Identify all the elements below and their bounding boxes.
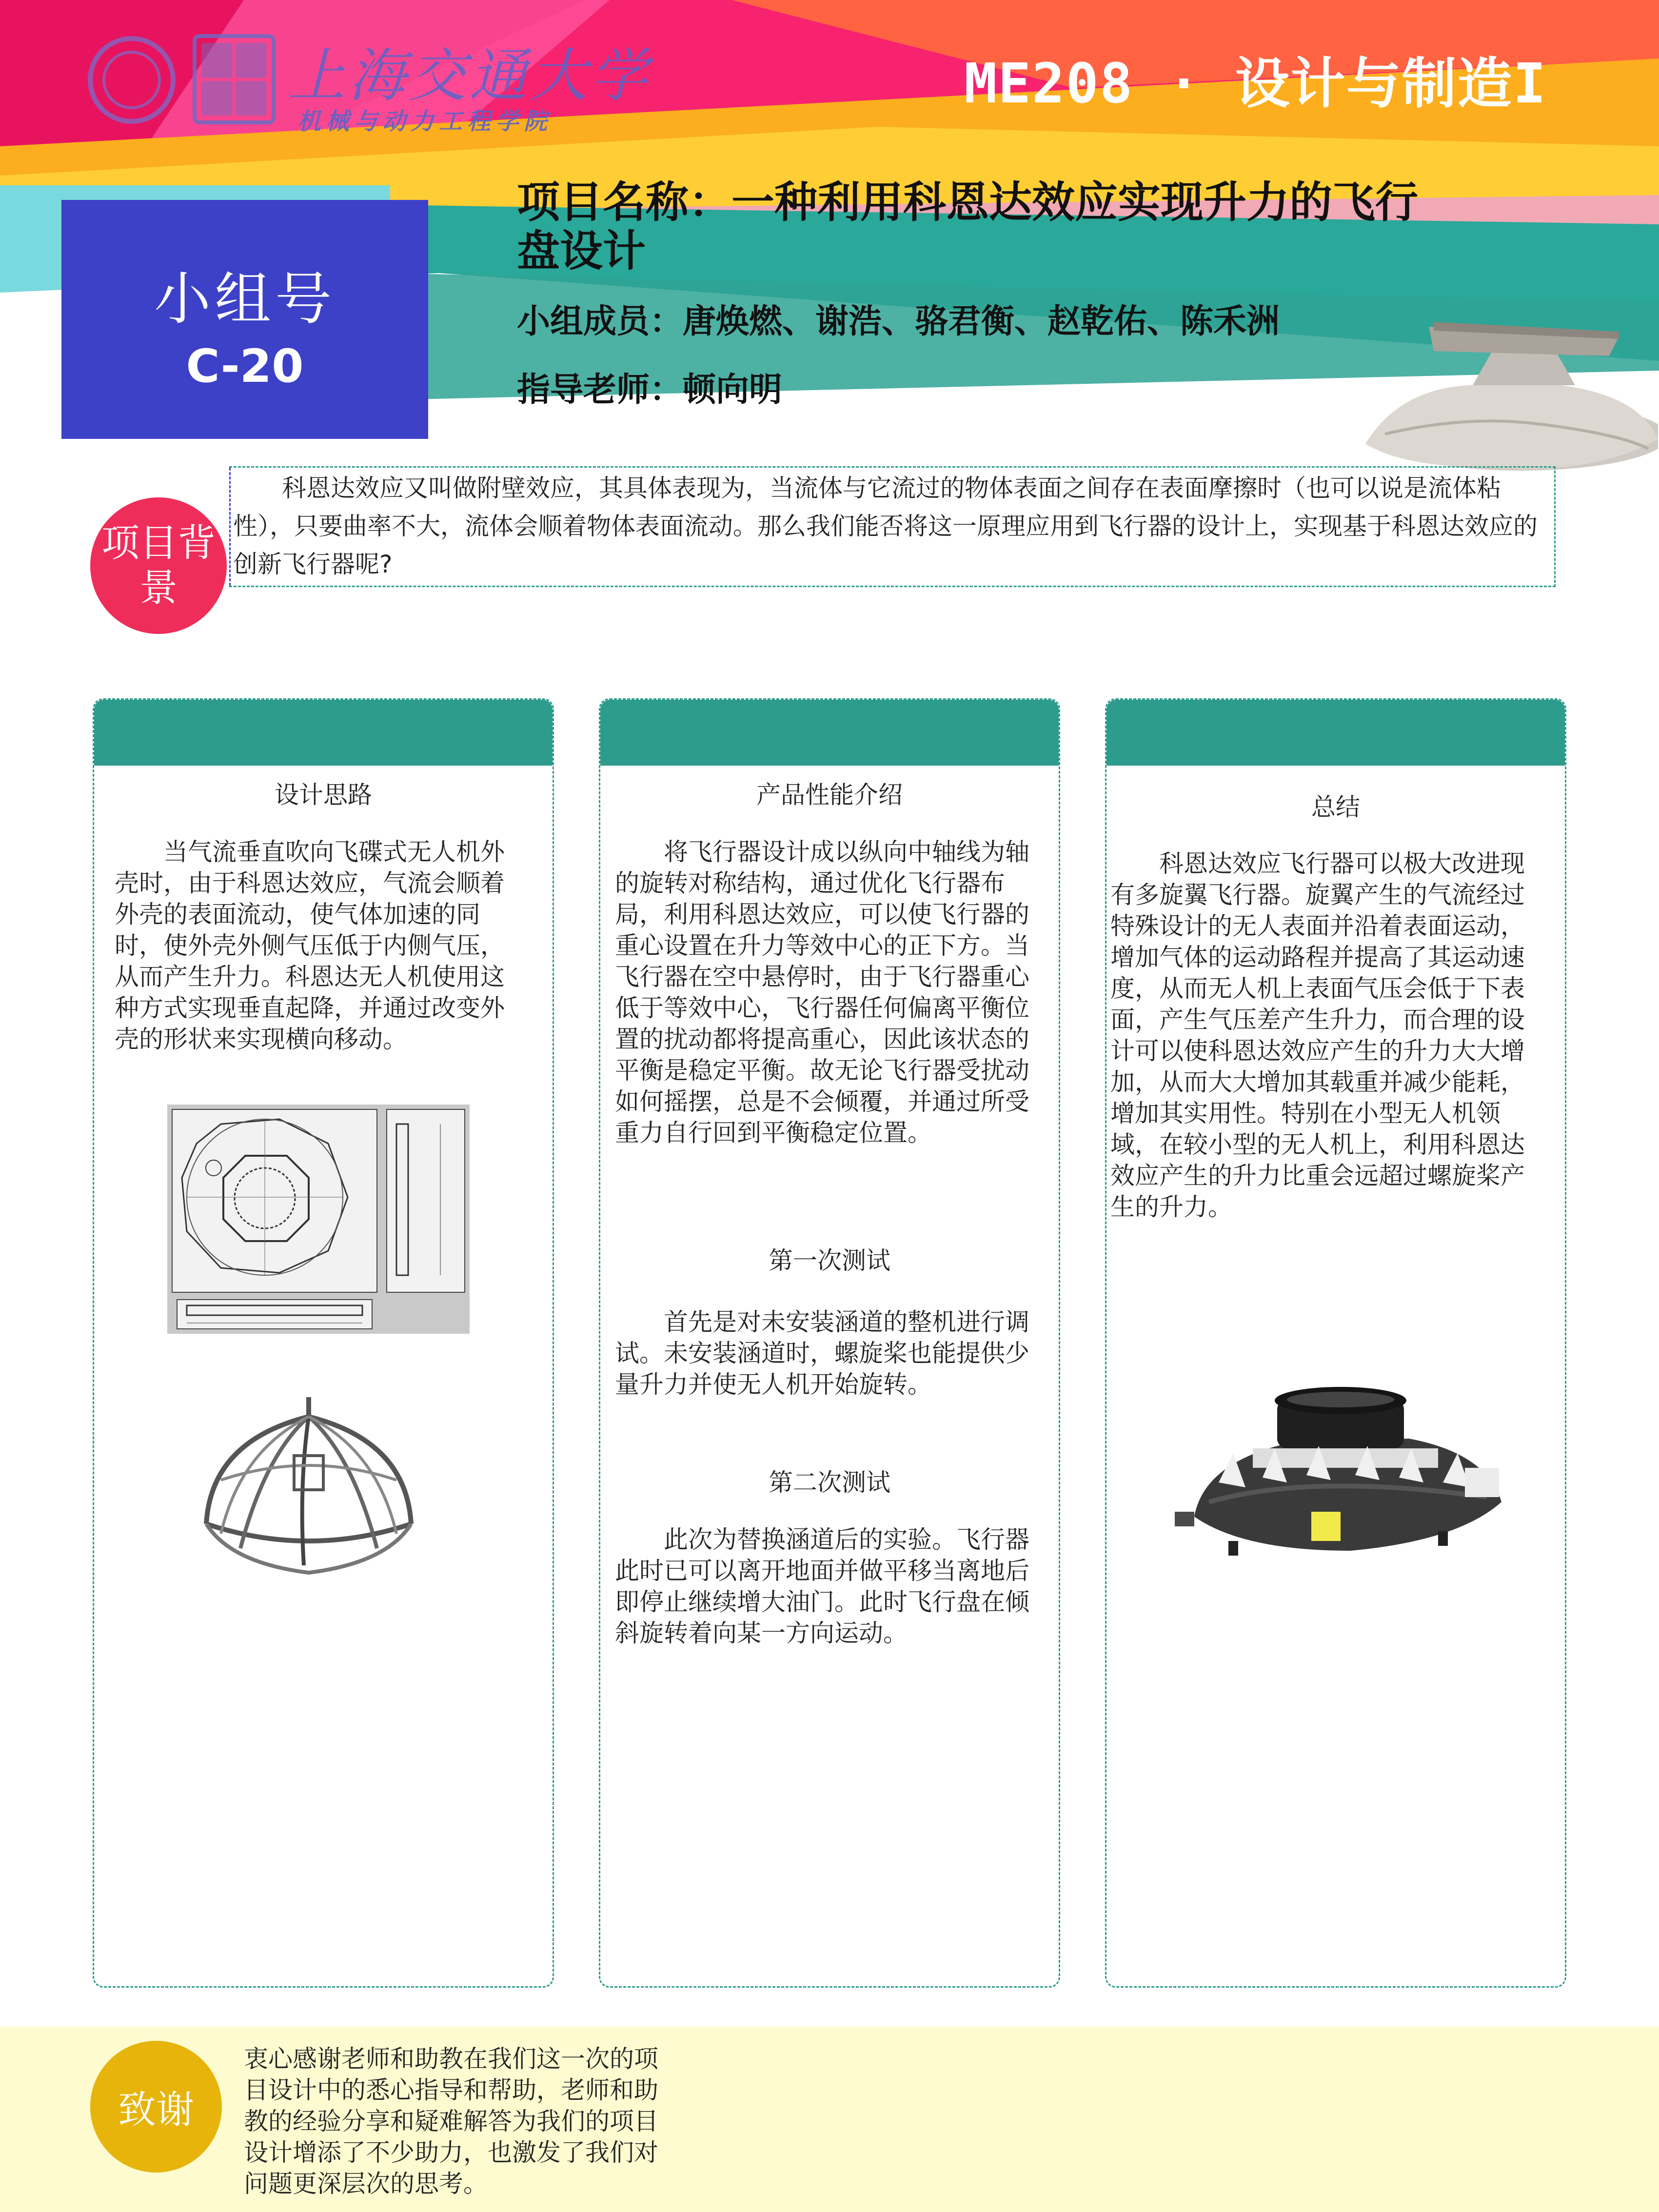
- group-number: C-20: [186, 340, 304, 393]
- group-members: 小组成员：唐焕燃、谢浩、骆君衡、赵乾佑、陈禾洲: [517, 302, 1280, 341]
- design-body: 当气流垂直吹向飞碟式无人机外壳时，由于科恩达效应，气流会顺着外壳的表面流动，使气体加速的同时，使外壳外侧气压低于内侧气压，从而产生升力。科恩达无人机使用这种方式实现垂直起降，并通过改变外壳的形状来实现横向移动。: [115, 838, 505, 1053]
- flying-disc-photo: [1346, 312, 1658, 473]
- thanks-text: 衷心感谢老师和助教在我们这一次的项目设计中的悉心指导和帮助，老师和助教的经验分享和疑难解答为我们的项目设计增添了不少助力，也激发了我们对问题更深层次的思考。: [244, 2045, 658, 2198]
- flying-disc-prototype-photo: [1165, 1356, 1511, 1560]
- test1-body: 首先是对未安装涵道的整机进行调试。未安装涵道时，螺旋桨也能提供少量升力并使无人机开始旋转。: [615, 1308, 1029, 1399]
- column-header-bar: [1106, 700, 1565, 766]
- performance-body: 将飞行器设计成以纵向中轴线为轴的旋转对称结构，通过优化飞行器布局，利用科恩达效应，可以使飞行器的重心设置在升力等效中心的正下方。当飞行器在空中悬停时，由于飞行器重心低于等效中心，飞行器任何偏离平衡位置的扰动都将提高重心，因此该状态的平衡是稳定平衡。故无论飞行器受扰动如何摇摆，总是不会倾覆，并通过所受重力自行回到平衡稳定位置。: [615, 838, 1029, 1147]
- column-header-bar: [600, 700, 1059, 766]
- design-title: 设计思路: [275, 781, 372, 809]
- group-box: [61, 200, 428, 439]
- engineering-drawing: [167, 1105, 470, 1334]
- summary-column: [1105, 698, 1566, 1988]
- background-badge: 项目背景: [90, 497, 227, 634]
- course-title: ME208 · 设计与制造I: [964, 52, 1547, 116]
- summary-body: 科恩达效应飞行器可以极大改进现有多旋翼飞行器。旋翼产生的气流经过特殊设计的无人表面并沿着表面运动，增加气体的运动路程并提高了其运动速度，从而无人机上表面气压会低于下表面，产生气压差产生升力，而合理的设计可以使科恩达效应产生的升力大大增加，从而大大增加其载重并减少能耗，增加其实用性。特别在小型无人机领域，在较小型的无人机上，利用科恩达效应产生的升力比重会远超过螺旋桨产生的升力。: [1110, 849, 1525, 1221]
- design-column: [93, 698, 554, 1988]
- school-name: 机械与动力工程学院: [297, 108, 553, 135]
- background-text: 科恩达效应又叫做附壁效应，其具体表现为，当流体与它流过的物体表面之间存在表面摩擦时（也可以说是流体粘性），只要曲率不大，流体会顺着物体表面流动。那么我们能否将这一原理应用到飞行器的设计上，实现基于科恩达效应的创新飞行器呢?: [233, 474, 1538, 578]
- thanks-badge: 致谢: [90, 2041, 222, 2172]
- group-label: 小组号: [154, 266, 336, 332]
- summary-title: 总结: [1311, 793, 1360, 821]
- university-name: 上海交通大学: [288, 42, 651, 109]
- project-title: 项目名称：一种利用科恩达效应实现升力的飞行盘设计: [517, 177, 1419, 276]
- performance-title: 产品性能介绍: [756, 781, 903, 809]
- university-emblem-icon: [88, 36, 176, 124]
- test2-body: 此次为替换涵道后的实验。飞行器此时已可以离开地面并做平移当离地后即停止继续增大油门。此时飞行盘在倾斜旋转着向某一方向运动。: [615, 1525, 1029, 1647]
- column-header-bar: [94, 700, 553, 766]
- advisor: 指导老师：顿向明: [517, 371, 783, 409]
- dome-frame-model: [192, 1397, 426, 1582]
- performance-column: [599, 698, 1060, 1988]
- test1-title: 第一次测试: [769, 1246, 890, 1275]
- university-logo: [88, 29, 651, 135]
- seal-icon: [193, 34, 276, 124]
- test2-title: 第二次测试: [769, 1468, 890, 1497]
